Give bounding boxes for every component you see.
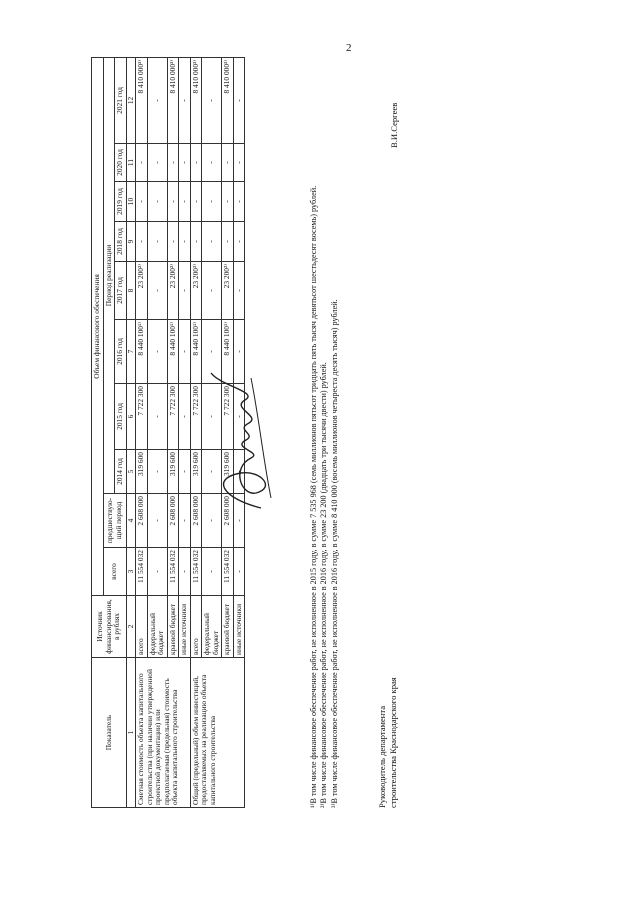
value-cell: 8 410 000³⁾ — [190, 57, 202, 143]
col-period: Период реализации — [103, 57, 115, 493]
column-index: 6 — [126, 384, 136, 450]
table-row — [136, 57, 148, 807]
value-cell: 8 440 100¹⁾ — [190, 320, 202, 384]
value-cell: 319 600 — [190, 450, 202, 494]
value-cell: 2 608 000 — [136, 494, 148, 548]
value-cell: - — [233, 320, 245, 384]
column-index: 3 — [126, 548, 136, 596]
column-index: 7 — [126, 320, 136, 384]
source-cell: иные источники — [233, 596, 245, 658]
value-cell: - — [179, 262, 191, 320]
value-cell: - — [147, 494, 167, 548]
value-cell: - — [233, 144, 245, 182]
value-cell: 8 410 000³⁾ — [167, 57, 179, 143]
value-cell: - — [179, 57, 191, 143]
value-cell: 2 608 000 — [222, 494, 234, 548]
value-cell: - — [202, 262, 222, 320]
value-cell: - — [147, 182, 167, 222]
value-cell: 8 440 100¹⁾ — [167, 320, 179, 384]
source-cell: краевой бюджет — [167, 596, 179, 658]
value-cell: - — [222, 144, 234, 182]
value-cell: 319 600 — [167, 450, 179, 494]
col-year: 2015 год — [115, 384, 127, 450]
column-index: 5 — [126, 450, 136, 494]
footnote-3: ³⁾В том числе финансовое обеспечение работ, не исполненное в 2016 году, в сумме 8 410 000 (восемь миллионов четыреста десять тысяч) рублей. — [329, 299, 339, 808]
value-cell: 23 200²⁾ — [136, 262, 148, 320]
value-cell: - — [190, 182, 202, 222]
footnote-1: ¹⁾В том числе финансовое обеспечение работ, не исполненное в 2015 году, в сумме 7 535 968 (семь миллионов пятьсот тридцать пять тысяч девятьсот шестьдесят восемь) рублей. — [309, 185, 318, 808]
value-cell: 23 200²⁾ — [167, 262, 179, 320]
value-cell: - — [202, 222, 222, 262]
value-cell: 319 600 — [222, 450, 234, 494]
value-cell: - — [179, 450, 191, 494]
value-cell: 319 600 — [136, 450, 148, 494]
column-index: 11 — [126, 144, 136, 182]
value-cell: - — [147, 144, 167, 182]
col-year: 2014 год — [115, 450, 127, 494]
column-index: 10 — [126, 182, 136, 222]
value-cell: 23 200²⁾ — [190, 262, 202, 320]
value-cell: - — [147, 450, 167, 494]
value-cell: - — [147, 320, 167, 384]
value-cell: - — [233, 222, 245, 262]
value-cell: 11 554 032 — [136, 548, 148, 596]
value-cell: - — [190, 144, 202, 182]
col-year: 2020 год — [115, 144, 127, 182]
rotated-page — [91, 58, 399, 808]
value-cell: - — [147, 548, 167, 596]
col-year: 2018 год — [115, 222, 127, 262]
col-year: 2021 год — [115, 57, 127, 143]
value-cell: 11 554 032 — [190, 548, 202, 596]
source-cell: иные источники — [179, 596, 191, 658]
signatory-position-2: строительства Краснодарского края — [388, 677, 399, 808]
column-index: 12 — [126, 57, 136, 143]
signatory-name: В.И.Сергеев — [389, 102, 399, 148]
value-cell: - — [167, 182, 179, 222]
value-cell: - — [179, 548, 191, 596]
value-cell: - — [222, 222, 234, 262]
value-cell: - — [202, 182, 222, 222]
value-cell: - — [233, 494, 245, 548]
value-cell: 7 722 300 — [222, 384, 234, 450]
value-cell: 23 200²⁾ — [222, 262, 234, 320]
value-cell: - — [233, 384, 245, 450]
value-cell: - — [202, 57, 222, 143]
value-cell: - — [233, 57, 245, 143]
signatory-position-1: Руководитель департамента — [377, 705, 387, 808]
col-year: 2016 год — [115, 320, 127, 384]
value-cell: - — [179, 320, 191, 384]
source-cell: федеральный бюджет — [147, 596, 167, 658]
col-year: 2019 год — [115, 182, 127, 222]
value-cell: - — [202, 494, 222, 548]
value-cell: - — [202, 548, 222, 596]
source-cell: краевой бюджет — [222, 596, 234, 658]
value-cell: - — [136, 144, 148, 182]
value-cell: - — [222, 182, 234, 222]
value-cell: - — [233, 182, 245, 222]
value-cell: - — [179, 494, 191, 548]
handwritten-signature — [201, 368, 291, 518]
value-cell: - — [179, 182, 191, 222]
page-number: 2 — [346, 42, 352, 54]
value-cell: 11 554 032 — [167, 548, 179, 596]
column-index: 9 — [126, 222, 136, 262]
value-cell: - — [179, 222, 191, 262]
value-cell: - — [202, 144, 222, 182]
value-cell: 7 722 300 — [190, 384, 202, 450]
value-cell: - — [233, 262, 245, 320]
column-index: 2 — [126, 596, 136, 658]
value-cell: 11 554 032 — [222, 548, 234, 596]
col-source: Источник финансирования, в рублях — [92, 596, 127, 658]
source-cell: всего — [136, 596, 148, 658]
value-cell: 8 410 000³⁾ — [136, 57, 148, 143]
value-cell: - — [167, 144, 179, 182]
column-index: 1 — [126, 658, 136, 808]
value-cell: 8 440 100¹⁾ — [222, 320, 234, 384]
value-cell: - — [233, 450, 245, 494]
table-title: Объем финансового обеспечения — [92, 57, 104, 595]
col-indicator: Показатель — [92, 658, 127, 808]
value-cell: - — [147, 262, 167, 320]
value-cell: 2 608 000 — [167, 494, 179, 548]
value-cell: - — [179, 384, 191, 450]
source-cell: федеральный бюджет — [202, 596, 222, 658]
value-cell: - — [202, 320, 222, 384]
value-cell: - — [202, 450, 222, 494]
value-cell: 2 608 000 — [190, 494, 202, 548]
value-cell: - — [147, 384, 167, 450]
value-cell: 7 722 300 — [167, 384, 179, 450]
value-cell: - — [147, 222, 167, 262]
value-cell: - — [202, 384, 222, 450]
value-cell: - — [179, 144, 191, 182]
value-cell: - — [167, 222, 179, 262]
source-cell: всего — [190, 596, 202, 658]
value-cell: - — [136, 182, 148, 222]
col-previous: предшествую-щий период — [103, 494, 126, 548]
table-row — [190, 57, 202, 807]
value-cell: - — [136, 222, 148, 262]
value-cell: 7 722 300 — [136, 384, 148, 450]
value-cell: - — [147, 57, 167, 143]
col-year: 2017 год — [115, 262, 127, 320]
indicator-cell: Общий (предельный) объем инвестиций, предоставляемых на реализацию объекта капитального строительства — [190, 658, 245, 808]
footnotes — [309, 58, 340, 808]
value-cell: 8 440 100¹⁾ — [136, 320, 148, 384]
value-cell: 8 410 000³⁾ — [222, 57, 234, 143]
column-index: 8 — [126, 262, 136, 320]
column-index: 4 — [126, 494, 136, 548]
footnote-2: ²⁾В том числе финансовое обеспечение работ, не исполненное в 2016 году, в сумме 23 200 (двадцать три тысячи двести) рублей. — [319, 362, 329, 808]
indicator-cell: Сметная стоимость объекта капитального строительства (при наличии утвержденной проектной документации) или предполагаемая (предельная) стоимость объекта капитального строительства — [136, 658, 191, 808]
value-cell: - — [233, 548, 245, 596]
value-cell: - — [190, 222, 202, 262]
col-total: всего — [103, 548, 126, 596]
